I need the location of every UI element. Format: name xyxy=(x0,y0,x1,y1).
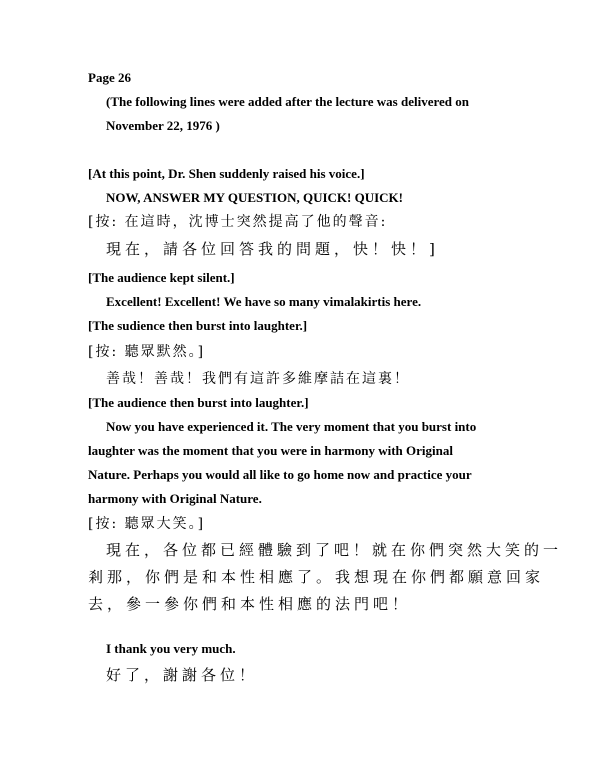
narration-1: [At this point, Dr. Shen suddenly raised his voice.] xyxy=(88,166,365,181)
narration-4: [The audience then burst into laughter.] xyxy=(88,395,309,410)
paragraph-line: Nature. Perhaps you would all like to go home now and practice your xyxy=(88,467,472,482)
page-label: Page 26 xyxy=(88,70,131,85)
paragraph-line: Now you have experienced it. The very moment that you burst into xyxy=(106,419,477,434)
zh-paragraph-line: 現在，各位都已經體驗到了吧！就在你們突然大笑的一 xyxy=(106,541,563,559)
narration-2: [The audience kept silent.] xyxy=(88,270,235,285)
thanks-english: I thank you very much. xyxy=(106,641,236,656)
zh-paragraph-line: 剎那，你們是和本性相應了。我想現在你們都願意回家 xyxy=(88,568,545,586)
zh-narration-1: [按: 在這時，沈博士突然提高了他的聲音: xyxy=(88,214,388,230)
narration-3: [The sudience then burst into laughter.] xyxy=(88,318,308,333)
speech-2: Excellent! Excellent! We have so many vimalakirtis here. xyxy=(106,294,422,309)
zh-paragraph-line: 去，參一參你們和本性相應的法門吧！ xyxy=(88,595,412,613)
paragraph-line: laughter was the moment that you were in harmony with Original xyxy=(88,443,453,458)
zh-speech-2: 善哉！善哉！我們有這許多維摩詰在這裏！ xyxy=(106,371,410,387)
speech-1: NOW, ANSWER MY QUESTION, QUICK! QUICK! xyxy=(106,190,403,205)
note-line-1: (The following lines were added after the lecture was delivered on xyxy=(106,94,470,109)
note-line-2: November 22, 1976 ) xyxy=(106,118,220,133)
zh-narration-2: [按: 聽眾默然。] xyxy=(88,344,206,360)
paragraph-line: harmony with Original Nature. xyxy=(88,491,262,506)
zh-speech-1: 現在，請各位回答我的問題，快！快！] xyxy=(106,240,439,258)
thanks-chinese: 好了，謝謝各位！ xyxy=(106,666,259,684)
zh-narration-3: [按: 聽眾大笑。] xyxy=(88,516,206,532)
